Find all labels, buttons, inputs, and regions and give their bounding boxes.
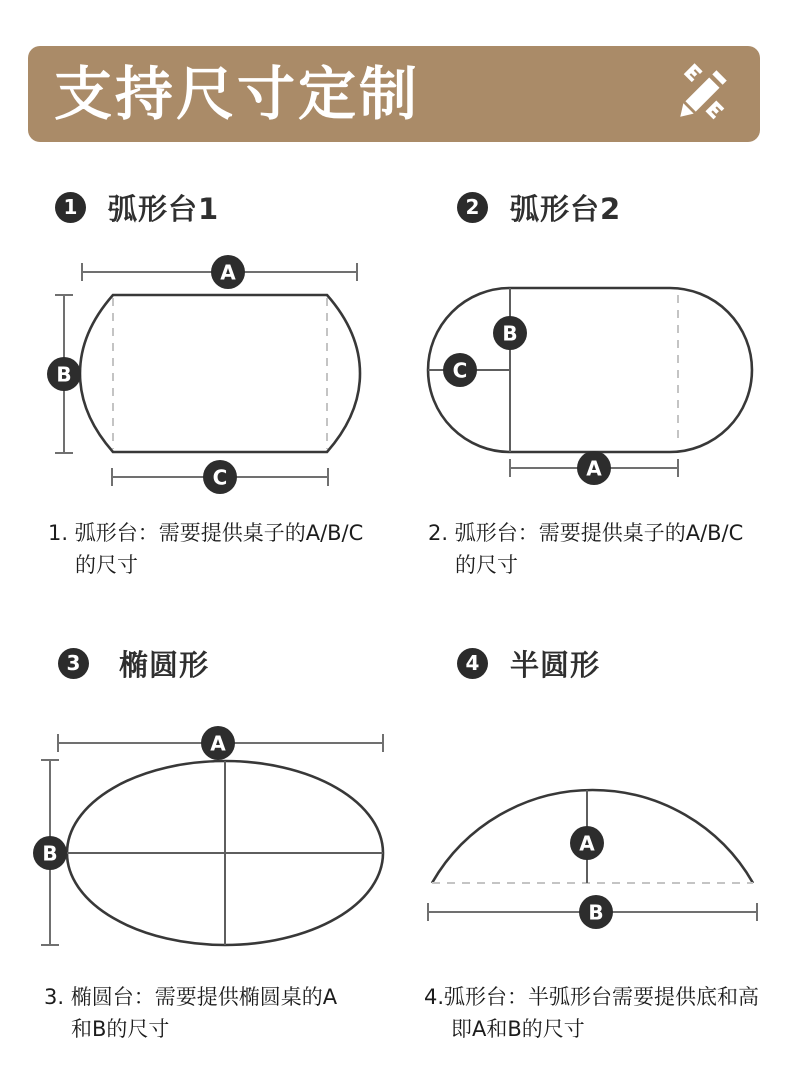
svg-text:B: B [56,362,72,387]
section-4-number-badge: 4 [457,648,488,679]
diagram-arc-table-1 [40,255,390,500]
section-4-title: 4 半圆形 [457,646,600,680]
svg-text:A: A [210,731,226,756]
dim-badge-b [579,895,613,929]
dim-badge-a [570,826,604,860]
svg-text:C: C [452,358,468,383]
dim-badge-a [201,726,235,760]
section-2-title: 2 弧形台2 [457,190,621,224]
dim-badge-c [203,460,237,494]
diagram-half-circle-table [410,755,780,930]
caption-3: 3. 椭圆台：需要提供椭圆桌的A 和B的尺寸 [44,985,338,1041]
dim-badge-b [47,357,81,391]
section-1-title: 1 弧形台1 [55,190,219,224]
dim-badge-c [443,353,477,387]
page-title: 支持尺寸定制 [54,60,421,128]
svg-text:B: B [42,841,58,866]
section-2-number-badge: 2 [457,192,488,223]
dim-badge-a [211,255,245,289]
svg-text:B: B [588,900,604,925]
svg-text:A: A [220,260,236,285]
pencil-ruler-icon [672,63,734,125]
arc-table-1-shape [80,295,360,452]
section-3-number-badge: 3 [58,648,89,679]
section-1-number-badge: 1 [55,192,86,223]
caption-2: 2. 弧形台：需要提供桌子的A/B/C 的尺寸 [428,521,744,577]
header-banner [28,46,760,142]
svg-text:C: C [212,465,228,490]
section-3-title: 3 椭圆形 [58,646,209,680]
svg-text:A: A [579,831,595,856]
dim-badge-b [493,316,527,350]
dim-badge-b [33,836,67,870]
svg-text:B: B [502,321,518,346]
dim-badge-a [577,451,611,485]
diagram-ellipse-table [30,725,400,960]
diagram-arc-table-2 [415,253,775,493]
caption-1: 1. 弧形台：需要提供桌子的A/B/C 的尺寸 [48,521,364,577]
svg-text:A: A [586,456,602,481]
caption-4: 4.弧形台：半弧形台需要提供底和高 即A和B的尺寸 [424,985,760,1041]
